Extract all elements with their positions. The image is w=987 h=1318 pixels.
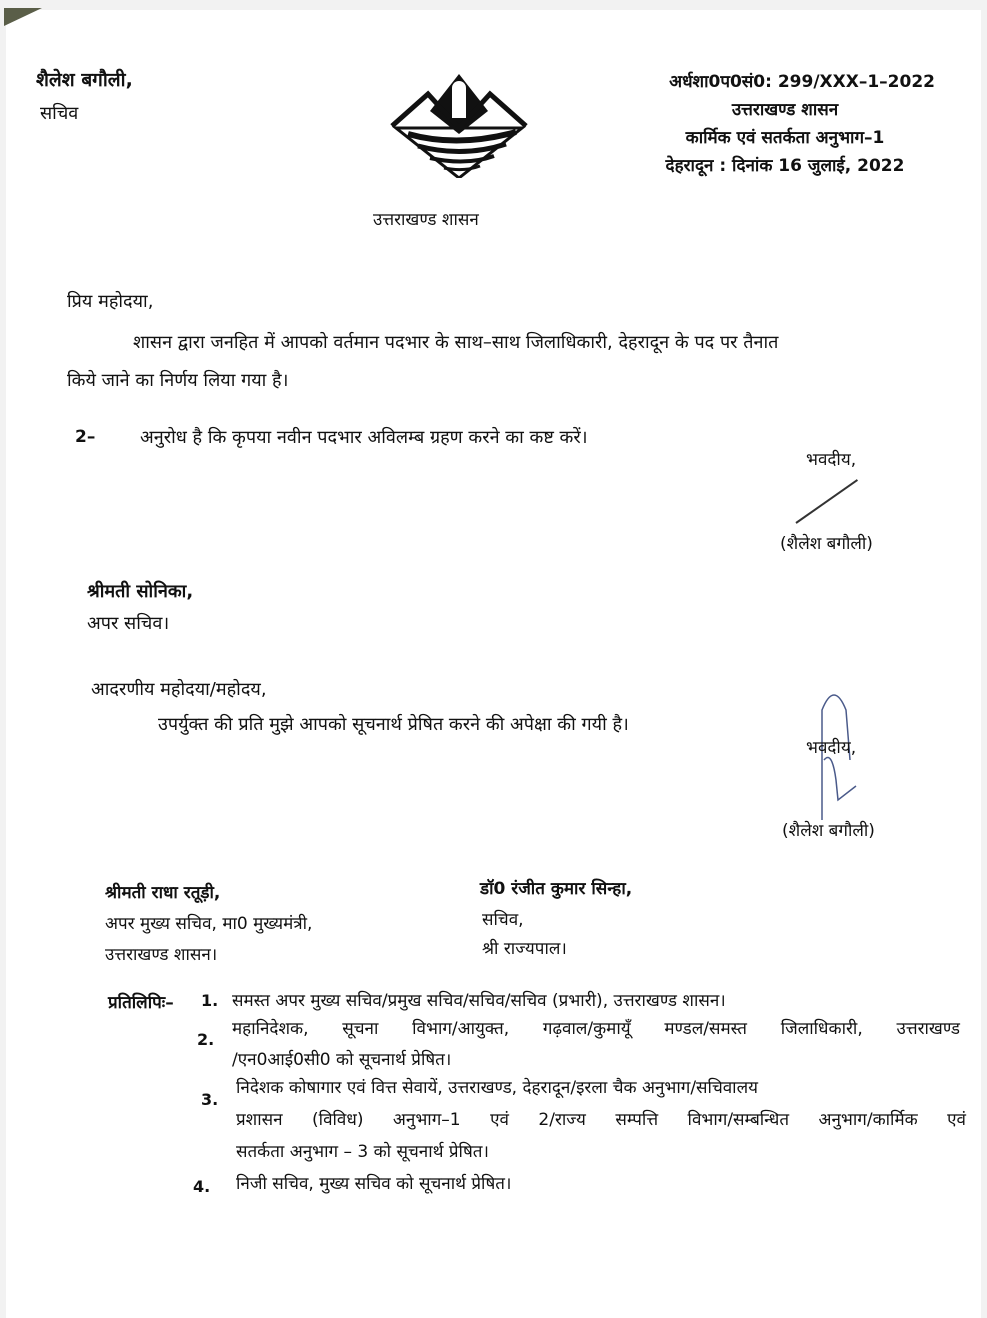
place-date: देहरादून : दिनांक 16 जुलाई, 2022 xyxy=(665,156,905,176)
paragraph-1-line-2: किये जाने का निर्णय लिया गया है। xyxy=(67,370,289,391)
department-name: कार्मिक एवं सतर्कता अनुभाग–1 xyxy=(685,128,885,148)
recipient-title: अपर सचिव। xyxy=(87,613,170,634)
addressee-right-designation: सचिव, xyxy=(482,910,524,930)
forwarding-text: उपर्युक्त की प्रति मुझे आपको सूचनार्थ प्रेषित करने की अपेक्षा की गयी है। xyxy=(158,714,629,735)
paragraph-1-line-1: शासन द्वारा जनहित में आपको वर्तमान पदभार के साथ–साथ जिलाधिकारी, देहरादून के पद पर तैनात xyxy=(133,332,779,353)
copy-item-text: महानिदेशक, सूचना विभाग/आयुक्त, गढ़वाल/कुमायूँ मण्डल/समस्त जिलाधिकारी, उत्तराखण्ड xyxy=(232,1019,960,1039)
paragraph-1 xyxy=(67,324,965,400)
paragraph-2-number: 2– xyxy=(75,427,96,447)
addressee-left-designation: अपर मुख्य सचिव, मा0 मुख्यमंत्री, xyxy=(105,914,313,934)
addressee-left-name: श्रीमती राधा रतूड़ी, xyxy=(105,883,221,903)
forwarding-salutation: आदरणीय महोदया/महोदय, xyxy=(91,679,267,700)
copy-item-text: निदेशक कोषागार एवं वित्त सेवायें, उत्तराखण्ड, देहरादून/इरला चैक अनुभाग/सचिवालय xyxy=(236,1078,758,1098)
copy-item-text: प्रशासन (विविध) अनुभाग–1 एवं 2/राज्य सम्पत्ति विभाग/सम्बन्धित अनुभाग/कार्मिक एवं xyxy=(236,1110,966,1130)
uttarakhand-emblem-icon xyxy=(388,66,530,178)
copy-item-text: समस्त अपर मुख्य सचिव/प्रमुख सचिव/सचिव/सचिव (प्रभारी), उत्तराखण्ड शासन। xyxy=(232,991,726,1011)
closing-2: भवदीय, xyxy=(806,738,857,758)
salutation: प्रिय महोदया, xyxy=(67,291,154,312)
signatory-1: (शैलेश बगौली) xyxy=(780,534,873,554)
reference-block xyxy=(635,68,935,180)
logo-caption: उत्तराखण्ड शासन xyxy=(373,210,479,230)
addressee-left-office: उत्तराखण्ड शासन। xyxy=(105,945,218,965)
signatory-2: (शैलेश बगौली) xyxy=(782,821,875,841)
copy-item-text: निजी सचिव, मुख्य सचिव को सूचनार्थ प्रेषित। xyxy=(236,1174,512,1194)
page-fold-corner xyxy=(4,8,42,26)
copy-item-number: 1. xyxy=(201,991,219,1010)
copy-item-number: 2. xyxy=(197,1030,215,1049)
sender-title: सचिव xyxy=(40,103,79,124)
addressee-right-name: डॉ0 रंजीत कुमार सिन्हा, xyxy=(480,879,633,899)
reference-number: अर्धशा0प0सं0: 299/XXX–1–2022 xyxy=(669,72,935,92)
copy-to-label: प्रतिलिपिः– xyxy=(108,993,174,1013)
copy-item-text: /एन0आई0सी0 को सूचनार्थ प्रेषित। xyxy=(232,1050,452,1070)
sender-name: शैलेश बगौली, xyxy=(36,69,133,91)
government-name: उत्तराखण्ड शासन xyxy=(731,100,839,120)
copy-item-number: 4. xyxy=(193,1177,211,1196)
copy-item-text: सतर्कता अनुभाग – 3 को सूचनार्थ प्रेषित। xyxy=(236,1142,489,1162)
addressee-right-office: श्री राज्यपाल। xyxy=(482,939,567,959)
copy-item-number: 3. xyxy=(201,1090,219,1109)
paragraph-2-text: अनुरोध है कि कृपया नवीन पदभार अविलम्ब ग्रहण करने का कष्ट करें। xyxy=(140,427,588,448)
closing-1: भवदीय, xyxy=(806,450,857,470)
recipient-name: श्रीमती सोनिका, xyxy=(87,581,194,602)
